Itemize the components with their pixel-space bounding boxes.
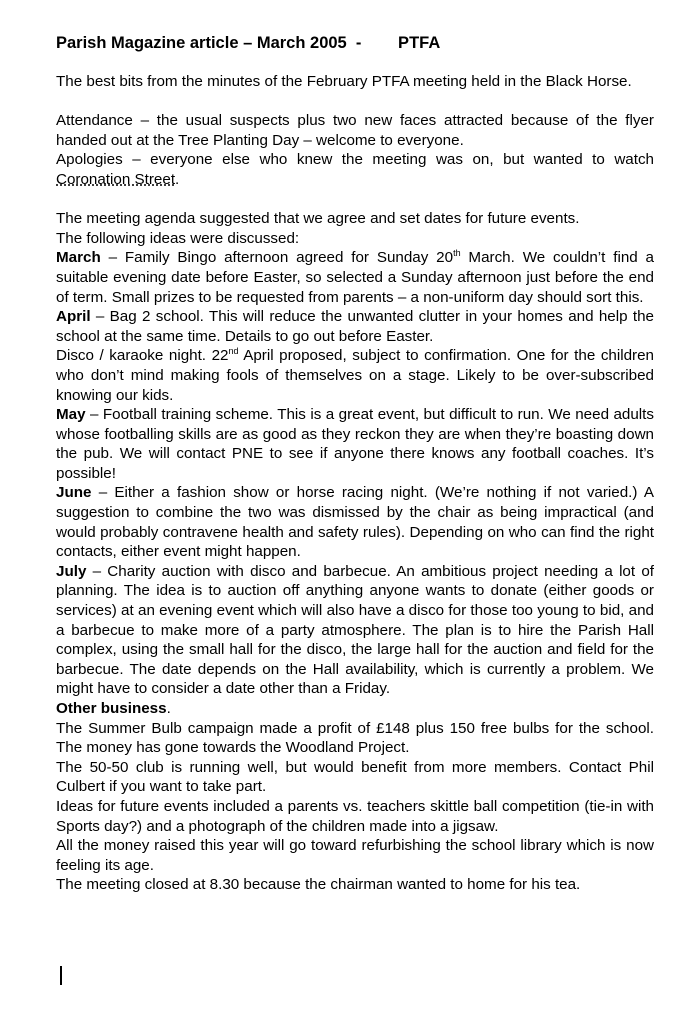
- disco-superscript: nd: [228, 346, 239, 357]
- text-cursor[interactable]: [60, 966, 62, 985]
- money-paragraph: All the money raised this year will go toward refurbishing the school library which is now feeling its age.: [56, 837, 654, 874]
- july-paragraph: [56, 562, 654, 699]
- closing-paragraph: The meeting closed at 8.30 because the chairman wanted to home for his tea.: [56, 876, 581, 894]
- document-page: [56, 30, 654, 895]
- april-label: April: [56, 308, 91, 326]
- apologies-text: Apologies – everyone else who knew the meeting was on, but wanted to watch: [56, 151, 654, 169]
- july-label: July: [56, 562, 87, 580]
- july-text: – Charity auction with disco and barbecue. An ambitious project needing a lot of planning. The idea is to auction off anything anyone wants to donate (either goods or services) at an evening event which will also have a disco for those too young to bid, and a barbecue to make more of a party atmosphere. The plan is to hire the Parish Hall complex, using the small hall for the disco, the large hall for the auction and field for the barbecue. The date depends on the Hall availability, which is currently a problem. We might have to consider a date other than a Friday.: [56, 562, 654, 698]
- paragraph-gap: [56, 92, 654, 112]
- other-business-heading: [56, 699, 654, 719]
- intro-paragraph: The best bits from the minutes of the February PTFA meeting held in the Black Horse.: [56, 73, 632, 90]
- disco-text-b: April proposed, subject to confirmation. One for the children who don’t mind making fools of themselves on a stage. Likely to be over-subscribed knowing our kids.: [56, 347, 655, 404]
- may-label: May: [56, 406, 86, 424]
- march-superscript: th: [453, 248, 461, 259]
- paragraph-gap: [56, 190, 654, 210]
- bulb-paragraph: The Summer Bulb campaign made a profit of £148 plus 150 free bulbs for the school. The money has gone towards the Woodland Project.: [56, 719, 654, 757]
- apologies-end: .: [175, 170, 180, 188]
- may-paragraph: [56, 405, 654, 483]
- club-paragraph: The 50-50 club is running well, but would benefit from more members. Contact Phil Culbert if you want to take part.: [56, 758, 654, 796]
- agenda-line-2: The following ideas were discussed:: [56, 229, 300, 247]
- march-text-b: March. We couldn’t find a suitable evening date before Easter, so selected a Sunday afternoon just before the end of term. Small prizes to be requested from parents – a non-uniform day should sort this.: [56, 249, 655, 306]
- disco-text-a: Disco / karaoke night. 22: [56, 347, 229, 365]
- march-text-a: – Family Bingo afternoon agreed for Sunday 20: [100, 249, 454, 267]
- june-label: June: [56, 484, 92, 502]
- june-paragraph: [56, 483, 654, 561]
- march-label: March: [56, 249, 101, 267]
- may-text: – Football training scheme. This is a great event, but difficult to run. We need adults whose footballing skills are as good as they reckon they are when they’re boasting down the pub. We will contact PNE to see if anyone there knows any football coaches. It’s possible!: [56, 406, 654, 482]
- page-title: Parish Magazine article – March 2005 - PTFA: [56, 34, 441, 52]
- ideas-paragraph: Ideas for future events included a parents vs. teachers skittle ball competition (tie-in with Sports day?) and a photograph of the children made into a jigsaw.: [56, 797, 654, 835]
- june-text: – Either a fashion show or horse racing night. (We’re nothing if not varied.) A suggestion to combine the two was dismissed by the chair as being impractical (and would probably contravene health and safety rules). Depending on who can find the right contacts, either event might happen.: [56, 484, 654, 561]
- apologies-paragraph: [56, 150, 654, 189]
- agenda-line-1: The meeting agenda suggested that we agree and set dates for future events.: [56, 210, 580, 228]
- disco-paragraph: [56, 346, 654, 405]
- coronation-street-text: Coronation Street: [56, 170, 176, 188]
- march-paragraph: [56, 248, 654, 307]
- other-business-label: Other business: [56, 700, 167, 717]
- april-paragraph: [56, 307, 654, 346]
- other-business-dot: .: [166, 700, 171, 717]
- attendance-paragraph: Attendance – the usual suspects plus two new faces attracted because of the flyer handed out at the Tree Planting Day – welcome to everyone.: [56, 112, 654, 149]
- april-text: – Bag 2 school. This will reduce the unwanted clutter in your homes and help the school at the same time. Details to go out before Easter.: [56, 308, 654, 345]
